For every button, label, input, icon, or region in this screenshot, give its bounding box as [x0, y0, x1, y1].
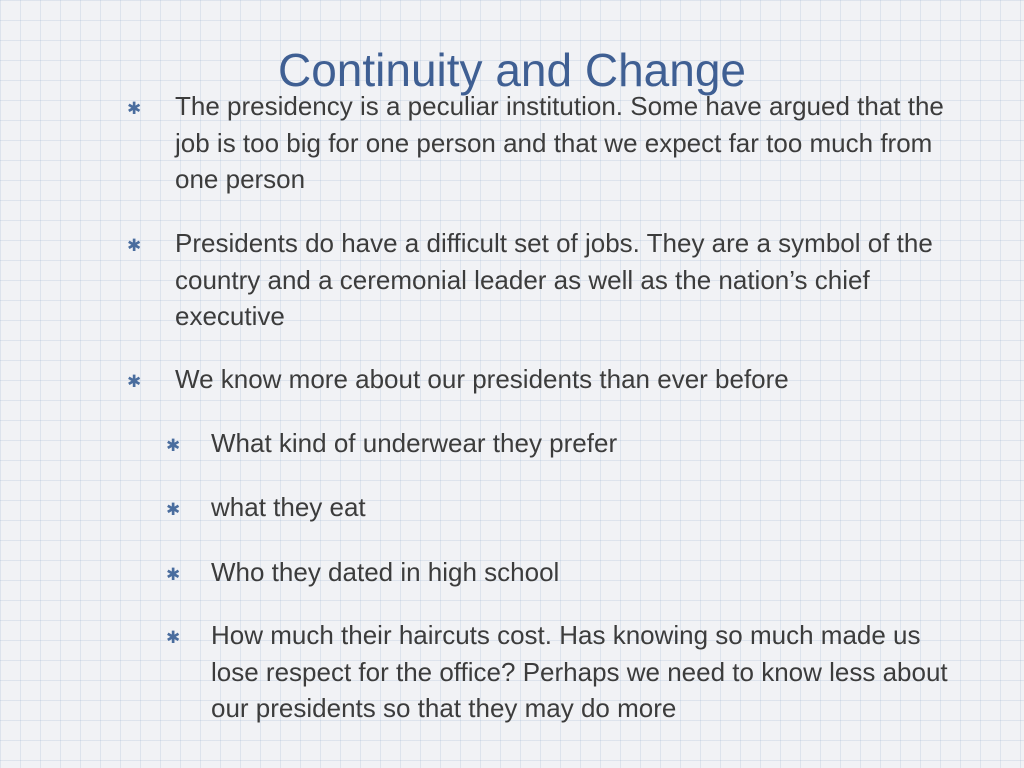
slide-title: Continuity and Change [278, 44, 746, 96]
sub-bullet-item-4 [166, 617, 951, 727]
asterisk-bullet-icon: ✱ [127, 372, 142, 392]
bullet-text: what they eat [211, 492, 366, 522]
asterisk-bullet-icon: ✱ [166, 628, 181, 648]
bullet-text: Who they dated in high school [211, 557, 560, 587]
bullet-text: How much their haircuts cost. Has knowing so much made us lose respect for the office? Perhaps we need to know less about our presidents so that they may do more [211, 620, 948, 723]
bullet-item-3 [127, 361, 955, 398]
bullet-text: Presidents do have a difficult set of jobs. They are a symbol of the country and a ceremonial leader as well as the nation’s chief executive [175, 228, 933, 331]
bullet-item-2 [127, 225, 955, 335]
asterisk-bullet-icon: ✱ [127, 99, 142, 119]
bullet-text: The presidency is a peculiar institution. Some have argued that the job is too big for one person and that we expect far too much from one person [175, 91, 944, 194]
asterisk-bullet-icon: ✱ [127, 236, 142, 256]
asterisk-bullet-icon: ✱ [166, 436, 181, 456]
bullet-text: We know more about our presidents than ever before [175, 364, 789, 394]
sub-bullet-item-1 [166, 425, 951, 462]
asterisk-bullet-icon: ✱ [166, 565, 181, 585]
bullet-text: What kind of underwear they prefer [211, 428, 618, 458]
sub-bullet-item-2 [166, 489, 951, 526]
asterisk-bullet-icon: ✱ [166, 500, 181, 520]
bullet-item-1 [127, 88, 955, 198]
sub-bullet-item-3 [166, 554, 951, 591]
